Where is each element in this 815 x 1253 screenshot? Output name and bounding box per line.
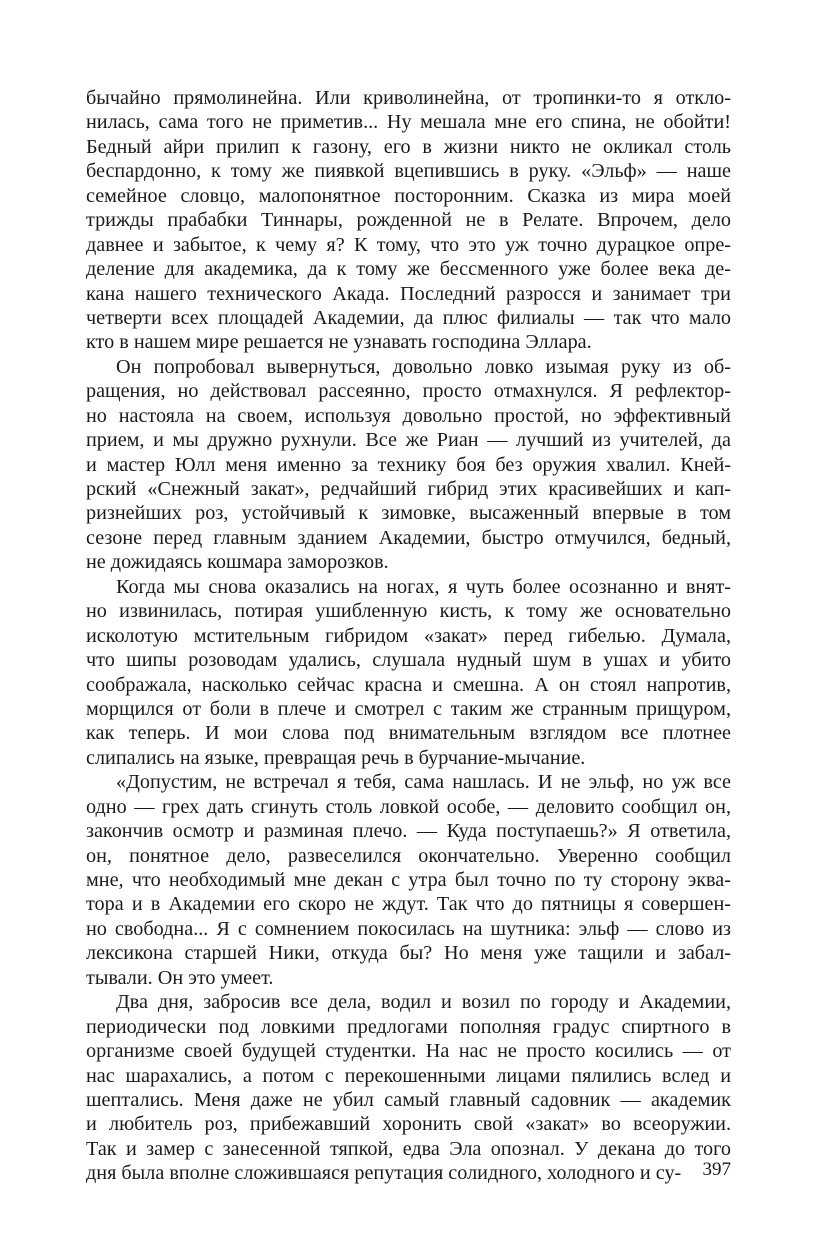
text-line: но извинилась, потирая ушибленную кисть, к тому же основательно xyxy=(86,600,731,623)
body-text xyxy=(86,86,731,1186)
text-line: деление для академика, да к тому же бессменного уже более века де- xyxy=(86,258,731,281)
paragraph-first-line: Когда мы снова оказались на ногах, я чуть более осознанно и внят- xyxy=(116,575,731,598)
text-line: кто в нашем мире решается не узнавать господина Эллара. xyxy=(86,331,592,354)
text-line: беспардонно, к тому же пиявкой вцепившись в руку. «Эльф» — наше xyxy=(86,160,731,183)
paragraph-first-line: Два дня, забросив все дела, водил и возил по городу и Академии, xyxy=(116,991,731,1014)
text-line: ращения, но действовал рассеянно, просто отмахнулся. Я рефлектор- xyxy=(86,380,731,403)
text-line: нилась, сама того не приметив... Ну мешала мне его спина, не обойти! xyxy=(86,111,731,134)
text-line: исколотую мстительным гибридом «закат» перед гибелью. Думала, xyxy=(86,624,731,647)
text-line: мне, что необходимый мне декан с утра был точно по ту сторону эква- xyxy=(86,869,731,891)
text-line: слипались на языке, превращая речь в бурчание-мычание. xyxy=(86,746,586,769)
text-line: но настояла на своем, используя довольно простой, но эффективный xyxy=(86,404,731,427)
text-line: семейное словцо, малопонятное посторонним. Сказка из мира моей xyxy=(86,184,731,207)
text-line: организме своей будущей студентки. На нас не просто косились — от xyxy=(86,1040,731,1063)
paragraph-first-line: Он попробовал вывернуться, довольно ловко изымая руку из об- xyxy=(116,355,731,378)
text-line: но свободна... Я с сомнением покосилась на шутника: эльф — слово из xyxy=(86,917,731,940)
text-line: закончив осмотр и разминая плечо. — Куда поступаешь?» Я ответила, xyxy=(86,820,731,843)
text-line: давнее и забытое, к чему я? К тому, что это уж точно дурацкое опре- xyxy=(86,233,731,256)
text-line: Бедный айри прилип к газону, его в жизни никто не окликал столь xyxy=(86,135,731,158)
text-line: тывали. Он это умеет. xyxy=(86,966,274,989)
text-line: дня была вполне сложившаяся репутация солидного, холодного и су- xyxy=(86,1162,682,1185)
text-line: и мастер Юлл меня именно за технику боя без оружия хвалил. Кней- xyxy=(86,453,731,476)
text-line: рский «Снежный закат», редчайший гибрид этих красивейших и кап- xyxy=(86,478,731,500)
paragraph-first-line: «Допустим, не встречал я тебя, сама нашлась. И не эльф, но уж все xyxy=(116,771,731,794)
text-line: тора и в Академии его скоро не ждут. Так что до пятницы я совершен- xyxy=(86,893,731,916)
page-number: 397 xyxy=(702,1159,731,1180)
text-line: и любитель роз, прибежавший хоронить свой «закат» во всеоружии. xyxy=(86,1113,731,1136)
paragraph-first-line: бычайно прямолинейна. Или криволинейна, от тропинки-то я откло- xyxy=(86,87,731,109)
text-line: ризнейших роз, устойчивый к зимовке, высаженный впервые в том xyxy=(86,502,731,525)
text-line: кана нашего технического Акада. Последний разросся и занимает три xyxy=(86,282,731,305)
text-line: Так и замер с занесенной тяпкой, едва Эла опознал. У декана до того xyxy=(86,1137,731,1160)
text-line: лексикона старшей Ники, откуда бы? Но меня уже тащили и забал- xyxy=(86,942,731,965)
text-line: периодически под ловкими предлогами пополняя градус спиртного в xyxy=(86,1015,731,1038)
text-line: соображала, насколько сейчас красна и смешна. А он стоял напротив, xyxy=(86,673,731,696)
text-line: прием, и мы дружно рухнули. Все же Риан — лучший из учителей, да xyxy=(86,429,731,452)
text-line: четверти всех площадей Академии, да плюс филиалы — так что мало xyxy=(86,306,731,329)
text-line: как теперь. И мои слова под внимательным взглядом все плотнее xyxy=(86,722,731,745)
text-line: нас шарахались, а потом с перекошенными лицами пялились вслед и xyxy=(86,1064,731,1087)
text-line: сезоне перед главным зданием Академии, быстро отмучился, бедный, xyxy=(86,526,731,549)
text-line: трижды прабабки Тиннары, рожденной не в Релате. Впрочем, дело xyxy=(86,209,731,232)
text-line: он, понятное дело, развеселился окончательно. Уверенно сообщил xyxy=(86,844,731,867)
text-line: шептались. Меня даже не убил самый главный садовник — академик xyxy=(86,1088,731,1111)
text-line: одно — грех дать сгинуть столь ловкой особе, — деловито сообщил он, xyxy=(86,795,731,818)
text-line: что шипы розоводам удались, слушала нудный шум в ушах и убито xyxy=(86,649,731,672)
text-line: морщился от боли в плече и смотрел с таким же странным прищуром, xyxy=(86,697,731,720)
text-line: не дожидаясь кошмара заморозков. xyxy=(86,551,389,574)
